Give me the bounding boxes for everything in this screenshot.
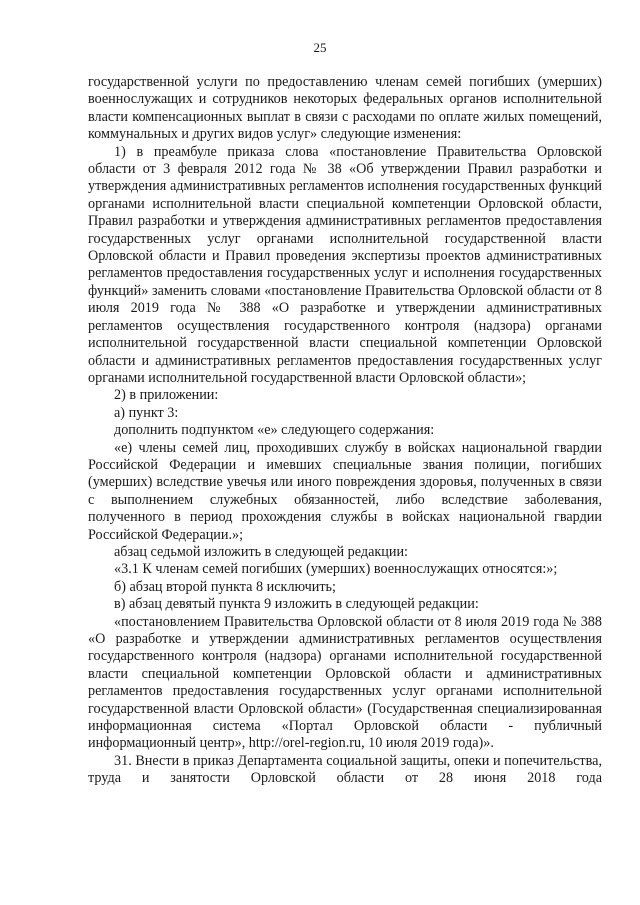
paragraph-seventh-abzats: абзац седьмой изложить в следующей редакции: <box>114 543 409 560</box>
paragraph-subitem-a: а) пункт 3: <box>114 404 179 421</box>
paragraph-item-31: 31. Внести в приказ Департамента социальной защиты, опеки и попечительства, труда и занятости Орловской области от 28 июня 2018 года <box>88 752 602 787</box>
paragraph-add-subitem-e: дополнить подпунктом «е» следующего содержания: <box>114 422 435 439</box>
paragraph-continuation: государственной услуги по предоставлению членам семей погибших (умерших) военнослужащих и сотрудников некоторых федеральных органов исполнительной власти компенсационных выплат в связи с расходами по оплате жилых помещений, коммунальных и других видов услуг» следующие изменения: <box>88 74 602 143</box>
paragraph-subitem-b: б) абзац второй пункта 8 исключить; <box>114 578 336 595</box>
paragraph-item-1-preamble: 1) в преамбуле приказа слова «постановление Правительства Орловской области от 3 февраля 2012 года № 38 «Об утверждении Правил разработки и утверждения административных регламентов исполнения государственных функций органами исполнительной власти специальной компетенции Орловской области, Правил разработки и утверждения административных регламентов предоставления государственных услуг органами исполнительной государственной власти Орловской области и Правил проведения экспертизы проектов административных регламентов предоставления государственных услуг и исполнения государственных функций» заменить словами «постановление Правительства Орловской области от 8 июля 2019 года № 388 «О разработке и утверждении административных регламентов осуществления государственного контроля (надзора) органами исполнительной государственной власти специальной компетенции Орловской области и административных регламентов предоставления государственных услуг органами исполнительной государственной власти Орловской области»; <box>88 143 602 386</box>
paragraph-quote-subitem-e: «е) члены семей лиц, проходивших службу в войсках национальной гвардии Российской Федерации и имевших специальные звания полиции, погибших (умерших) вследствие увечья или иного повреждения здоровья, полученных в связи с выполнением служебных обязанностей, либо вследствие заболевания, полученного в период прохождения службы в войсках национальной гвардии Российской Федерации.»; <box>88 439 602 543</box>
paragraph-quote-3-1: «3.1 К членам семей погибших (умерших) военнослужащих относятся:»; <box>114 561 558 578</box>
page-number: 25 <box>313 40 327 55</box>
paragraph-subitem-v: в) абзац девятый пункта 9 изложить в следующей редакции: <box>114 596 479 613</box>
document-body <box>88 74 602 788</box>
paragraph-item-2-appendix: 2) в приложении: <box>114 387 219 404</box>
paragraph-quote-resolution: «постановлением Правительства Орловской области от 8 июля 2019 года № 388 «О разработке и утверждении административных регламентов осуществления государственного контроля (надзора) органами исполнительной государственной власти специальной компетенции Орловской области и административных регламентов предоставления государственных услуг органами исполнительной государственной власти Орловской области» (Государственная специализированная информационная система «Портал Орловской области - публичный информационный центр», http://orel-region.ru, 10 июля 2019 года)». <box>88 613 602 752</box>
